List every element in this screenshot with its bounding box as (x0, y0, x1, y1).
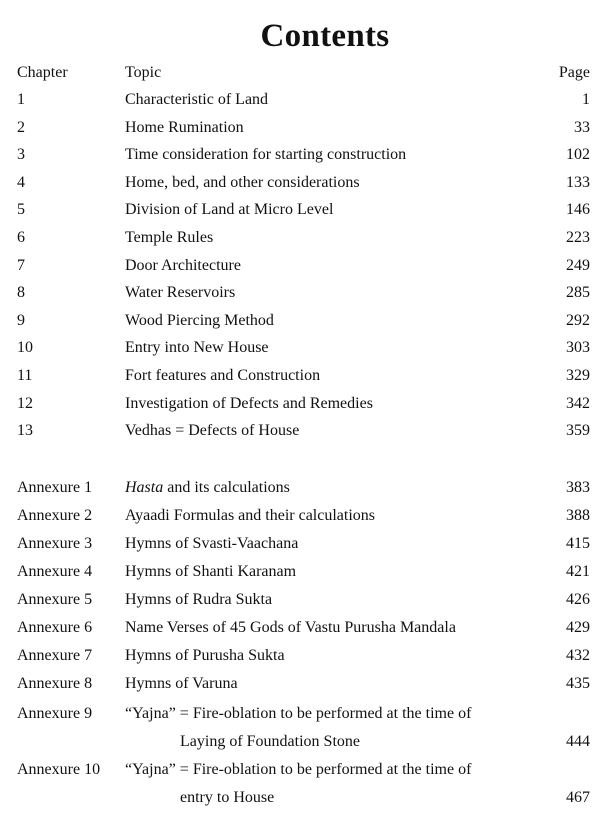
toc-topic-italic: Hasta (125, 479, 164, 496)
toc-page: 467 (566, 789, 590, 806)
toc-page: 292 (566, 312, 590, 329)
toc-topic: Vedhas = Defects of House (125, 422, 300, 439)
toc-topic: Hymns of Shanti Karanam (125, 563, 297, 580)
toc-number: Annexure 9 (17, 705, 93, 722)
toc-number: 6 (17, 229, 25, 246)
toc-page: 303 (566, 339, 590, 356)
toc-topic: Time consideration for starting construction (125, 146, 407, 163)
toc-topic-rest: and its calculations (163, 479, 290, 496)
toc-number: 1 (17, 91, 25, 108)
toc-page: 432 (566, 647, 590, 664)
toc-topic: Hymns of Varuna (125, 675, 238, 692)
toc-page: 33 (574, 119, 590, 136)
toc-row (0, 392, 600, 416)
toc-number: Annexure 8 (17, 675, 93, 692)
toc-number: 7 (17, 257, 25, 274)
header-page: Page (558, 64, 590, 81)
toc-number: 13 (17, 422, 33, 439)
toc-number: Annexure 2 (17, 507, 93, 524)
toc-topic-line2: entry to House (180, 789, 275, 806)
toc-number: 8 (17, 284, 25, 301)
toc-page: 444 (566, 733, 590, 750)
toc-topic: Door Architecture (125, 257, 241, 274)
toc-topic: Hymns of Purusha Sukta (125, 647, 285, 664)
toc-page: 1 (582, 91, 590, 108)
toc-row (0, 171, 600, 195)
toc-topic: Hymns of Rudra Sukta (125, 591, 273, 608)
toc-number: 3 (17, 146, 25, 163)
toc-number: Annexure 4 (17, 563, 93, 580)
toc-page: 223 (566, 229, 590, 246)
toc-page: 421 (566, 563, 590, 580)
toc-topic: Name Verses of 45 Gods of Vastu Purusha Mandala (125, 619, 456, 636)
toc-row (0, 504, 600, 528)
toc-page: 146 (566, 201, 590, 218)
toc-page: 426 (566, 591, 590, 608)
toc-row (0, 226, 600, 250)
toc-number: Annexure 3 (17, 535, 93, 552)
toc-row (0, 476, 600, 500)
toc-page: 342 (566, 395, 590, 412)
toc-number: 11 (17, 367, 33, 384)
toc-page: 429 (566, 619, 590, 636)
toc-number: Annexure 10 (17, 761, 101, 778)
toc-topic: Temple Rules (125, 229, 214, 246)
header-row (0, 61, 600, 85)
toc-topic: Entry into New House (125, 339, 269, 356)
toc-row (0, 532, 600, 556)
toc-number: 4 (17, 174, 25, 191)
toc-topic: Home, bed, and other considerations (125, 174, 360, 191)
toc-row (0, 143, 600, 167)
toc-topic: Investigation of Defects and Remedies (125, 395, 373, 412)
toc-topic-line2: Laying of Foundation Stone (180, 733, 360, 750)
toc-topic: Hymns of Svasti-Vaachana (125, 535, 299, 552)
toc-row (0, 364, 600, 388)
toc-row (0, 336, 600, 360)
toc-row (0, 88, 600, 112)
toc-number: Annexure 6 (17, 619, 93, 636)
toc-topic-line1: “Yajna” = Fire-oblation to be performed at the time of (125, 761, 472, 778)
toc-topic: Ayaadi Formulas and their calculations (125, 507, 376, 524)
toc-topic: Characteristic of Land (125, 91, 269, 108)
toc-page: 133 (566, 174, 590, 191)
toc-page: 388 (566, 507, 590, 524)
toc-number: 2 (17, 119, 25, 136)
toc-row (0, 281, 600, 305)
toc-page: 249 (566, 257, 590, 274)
toc-row (0, 644, 600, 668)
toc-topic: Division of Land at Micro Level (125, 201, 334, 218)
toc-page: 415 (566, 535, 590, 552)
toc-page: 329 (566, 367, 590, 384)
toc-page: 383 (566, 479, 590, 496)
toc-number: 5 (17, 201, 25, 218)
toc-row (0, 198, 600, 222)
toc-page: 435 (566, 675, 590, 692)
toc-topic: Water Reservoirs (125, 284, 236, 301)
toc-row (0, 309, 600, 333)
toc-topic-line1: “Yajna” = Fire-oblation to be performed at the time of (125, 705, 472, 722)
toc-page: 285 (566, 284, 590, 301)
toc-number: Annexure 1 (17, 479, 93, 496)
toc-topic: Home Rumination (125, 119, 244, 136)
toc-number: 10 (17, 339, 33, 356)
toc-number: Annexure 5 (17, 591, 93, 608)
toc-row (0, 588, 600, 612)
toc-row (0, 560, 600, 584)
header-topic: Topic (125, 64, 162, 81)
page-title: Contents (260, 18, 390, 54)
toc-page: 102 (566, 146, 590, 163)
toc-number: 9 (17, 312, 25, 329)
toc-row (0, 419, 600, 443)
toc-page: 359 (566, 422, 590, 439)
toc-row (0, 116, 600, 140)
header-chapter: Chapter (17, 64, 68, 81)
toc-row (0, 254, 600, 278)
toc-topic: Fort features and Construction (125, 367, 321, 384)
toc-row (0, 672, 600, 696)
toc-topic (125, 476, 290, 500)
toc-number: Annexure 7 (17, 647, 93, 664)
toc-topic: Wood Piercing Method (125, 312, 274, 329)
toc-row (0, 616, 600, 640)
toc-number: 12 (17, 395, 33, 412)
